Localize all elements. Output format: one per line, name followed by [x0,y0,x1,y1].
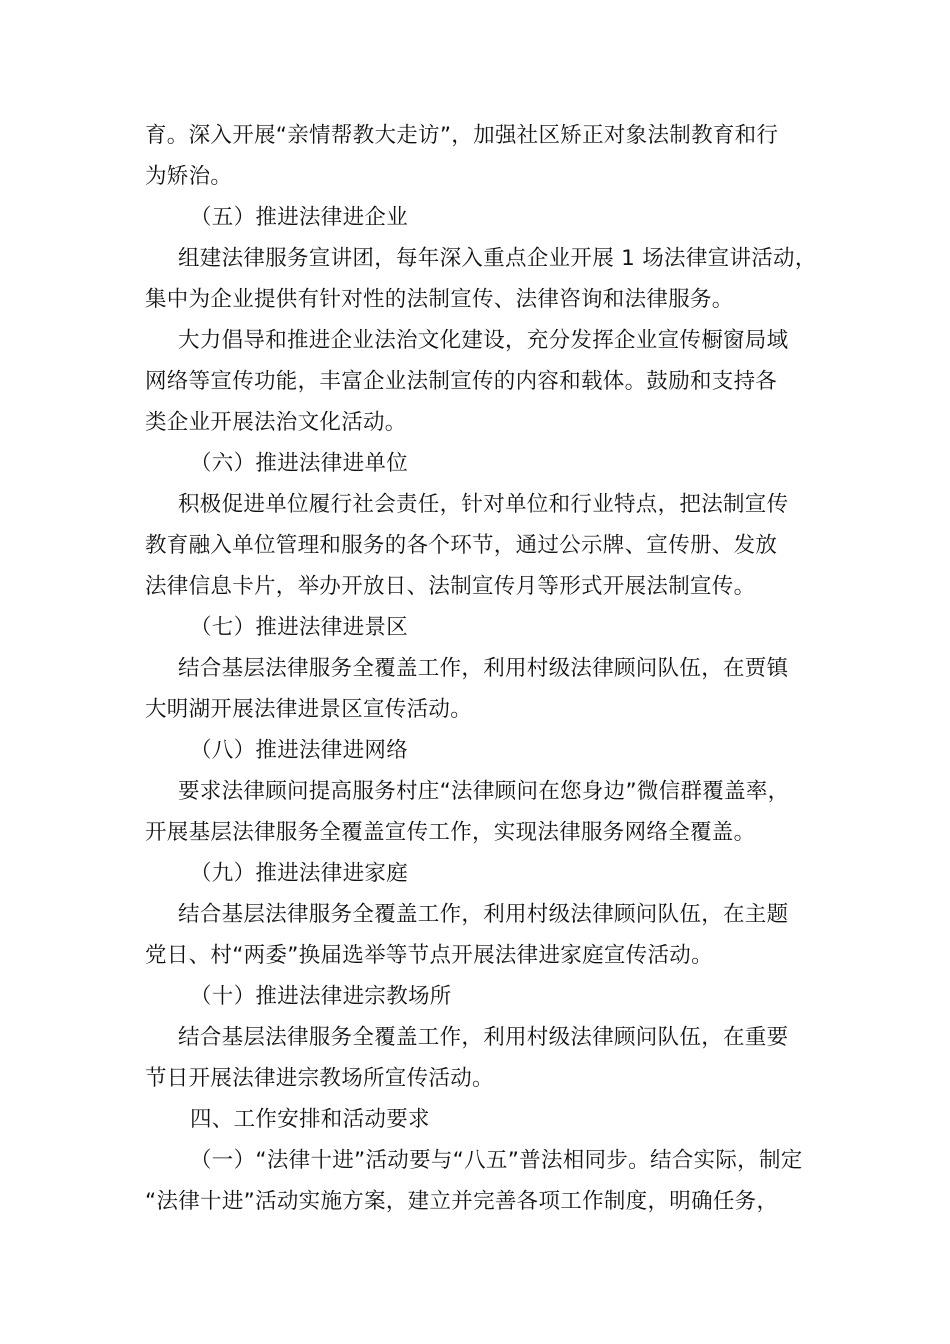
body-text-line: 要求法律顾问提高服务村庄“法律顾问在您身边”微信群覆盖率， [178,779,790,804]
body-text-line: 集中为企业提供有针对性的法制宣传、法律咨询和法律服务。 [145,287,734,312]
section-heading: （六）推进法律进单位 [190,451,409,476]
body-text-line: 类企业开展法治文化活动。 [145,410,407,435]
body-text-line: 育。深入开展“亲情帮教大走访”，加强社区矫正对象法制教育和行 [145,123,779,148]
section-heading: （九）推进法律进家庭 [190,861,409,886]
body-text-line: “法律十进”活动实施方案，建立并完善各项工作制度，明确任务， [145,1189,779,1214]
body-text-line: 为矫治。 [145,164,233,189]
body-text-line: 教育融入单位管理和服务的各个环节，通过公示牌、宣传册、发放 [145,533,778,558]
section-heading: （五）推进法律进企业 [190,205,409,230]
body-text-line: （一）“法律十进”活动要与“八五”普法相同步。结合实际，制定 [190,1148,803,1173]
section-heading: （八）推进法律进网络 [190,738,409,763]
section-heading: （七）推进法律进景区 [190,615,409,640]
body-text-line: 组建法律服务宣讲团，每年深入重点企业开展 1 场法律宣讲活动， [178,246,817,271]
body-text-line: 积极促进单位履行社会责任，针对单位和行业特点，把法制宣传 [178,492,789,517]
body-text-line: 结合基层法律服务全覆盖工作，利用村级法律顾问队伍，在主题 [178,902,789,927]
body-text-line: 大明湖开展法律进景区宣传活动。 [145,697,473,722]
section-heading: （十）推进法律进宗教场所 [190,984,452,1009]
body-text-line: 节日开展法律进宗教场所宣传活动。 [145,1066,494,1091]
section-heading: 四、工作安排和活动要求 [190,1107,430,1132]
body-text-line: 结合基层法律服务全覆盖工作，利用村级法律顾问队伍，在贾镇 [178,656,789,681]
body-text-line: 开展基层法律服务全覆盖宣传工作，实现法律服务网络全覆盖。 [145,820,756,845]
body-text-line: 大力倡导和推进企业法治文化建设，充分发挥企业宣传橱窗局域 [178,328,789,353]
body-text-line: 网络等宣传功能，丰富企业法制宣传的内容和载体。鼓励和支持各 [145,369,778,394]
body-text-line: 结合基层法律服务全覆盖工作，利用村级法律顾问队伍，在重要 [178,1025,789,1050]
body-text-line: 党日、村“两委”换届选举等节点开展法律进家庭宣传活动。 [145,943,713,968]
body-text-line: 法律信息卡片，举办开放日、法制宣传月等形式开展法制宣传。 [145,574,756,599]
